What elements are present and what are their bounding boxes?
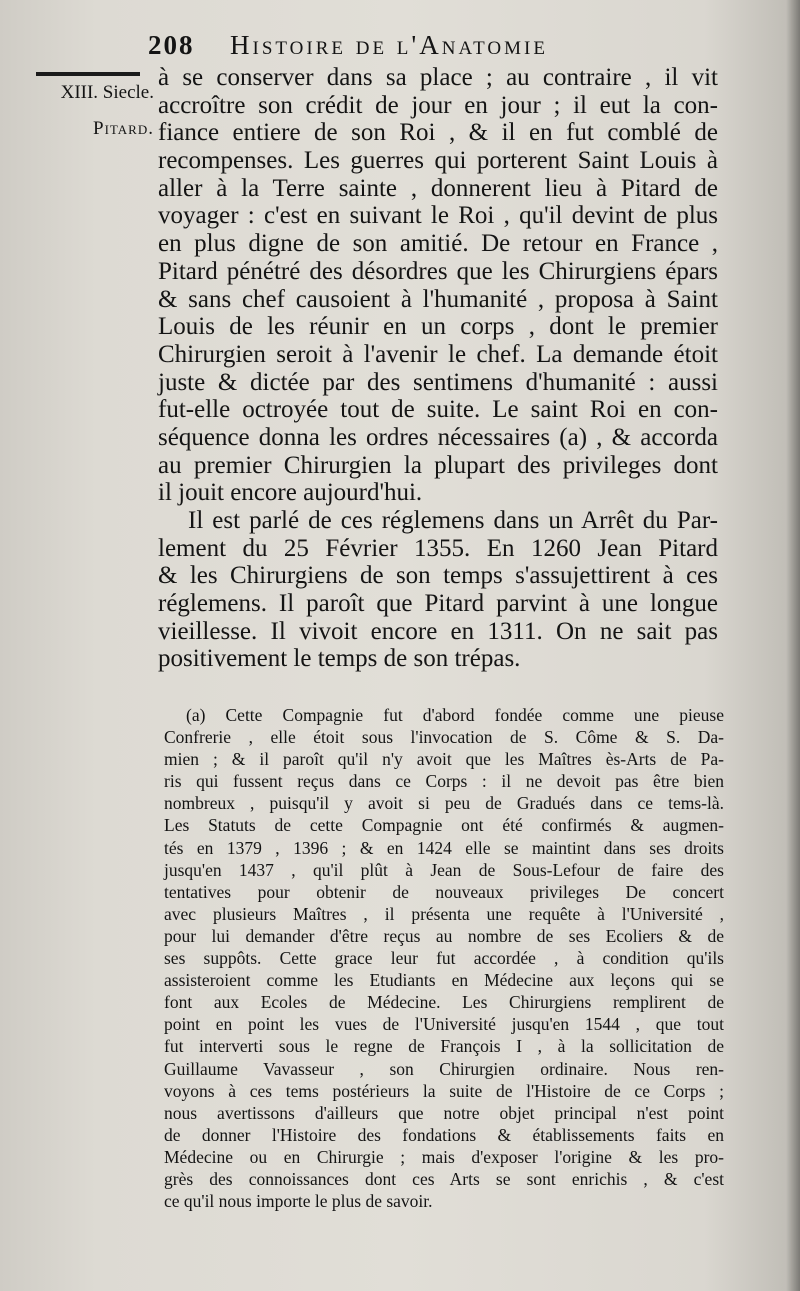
footnote-line: (a) Cette Compagnie fut d'abord fondée comme une pieuse: [186, 705, 724, 725]
text-line: & sans chef causoient à l'humanité , proposa à Saint: [158, 285, 718, 313]
text-line: Chirurgien seroit à l'avenir le chef. La demande étoit: [158, 340, 718, 368]
footnote-line: fut interverti sous le regne de François I , à la sollicitation de: [164, 1036, 724, 1057]
text-line: en plus digne de son amitié. De retour en France ,: [158, 230, 718, 258]
footnote-line: tés en 1379 , 1396 ; & en 1424 elle se maintint dans ses droits: [164, 837, 724, 858]
page-header: [148, 30, 648, 64]
text-line: fut-elle octroyée tout de suite. Le saint Roi en con-: [158, 396, 718, 424]
running-title: Histoire de l'Anatomie: [230, 30, 548, 60]
binding-shadow: [786, 0, 800, 1291]
margin-rule: [36, 72, 140, 76]
text-line: vieillesse. Il vivoit encore en 1311. On ne sait pas: [158, 617, 718, 645]
main-text: [158, 64, 718, 673]
footnote-line: tentatives pour obtenir de nouveaux privileges De concert: [164, 881, 724, 902]
text-line: Pitard pénétré des désordres que les Chirurgiens épars: [158, 257, 718, 285]
footnote-line: voyons à ces tems postérieurs la suite de l'Histoire de ce Corps ;: [164, 1080, 724, 1101]
footnote-line: nombreux , puisqu'il y avoit si peu de Gradués dans ce tems-là.: [164, 793, 724, 814]
footnote-line: avec plusieurs Maîtres , il présenta une requête à l'Université ,: [164, 903, 724, 924]
footnote-line: ses suppôts. Cette grace leur fut accordée , à condition qu'ils: [164, 948, 724, 969]
text-line: accroître son crédit de jour en jour ; il eut la con-: [158, 91, 718, 119]
footnote-line: Les Statuts de cette Compagnie ont été confirmés & augmen-: [164, 815, 724, 836]
footnote-line: assisteroient comme les Etudiants en Médecine aux leçons qui se: [164, 970, 724, 991]
text-line: juste & dictée par des sentimens d'humanité : aussi: [158, 368, 718, 396]
text-line: positivement le temps de son trépas.: [158, 645, 521, 673]
footnote-line: grès des connoissances dont ces Arts se sont enrichis , & c'est: [164, 1168, 724, 1189]
margin-note-name: Pitard.: [93, 118, 154, 139]
footnote-line: Médecine ou en Chirurgie ; mais d'exposer l'origine & les pro-: [164, 1146, 724, 1167]
text-line: aller à la Terre sainte , donnerent lieu à Pitard de: [158, 174, 718, 202]
footnote-line: Guillaume Vavasseur , son Chirurgien ordinaire. Nous ren-: [164, 1058, 724, 1079]
text-line: Louis de les réunir en un corps , dont le premier: [158, 313, 718, 341]
text-line: recompenses. Les guerres qui porterent Saint Louis à: [158, 147, 718, 175]
footnote-line: point en point les vues de l'Université jusqu'en 1544 , que tout: [164, 1014, 724, 1035]
footnote-line: jusqu'en 1437 , qu'il plût à Jean de Sous-Lefour de faire des: [164, 859, 724, 880]
footnote-line: ce qu'il nous importe le plus de savoir.: [164, 1191, 433, 1212]
footnote-line: font aux Ecoles de Médecine. Les Chirurgiens remplirent de: [164, 992, 724, 1013]
text-line: voyager : c'est en suivant le Roi , qu'il devint de plus: [158, 202, 718, 230]
text-line: Il est parlé de ces réglemens dans un Arrêt du Par-: [188, 507, 718, 534]
footnote-line: pour lui demander d'être reçus au nombre de ses Ecoliers & de: [164, 925, 724, 946]
footnote-line: ris qui fussent reçus dans ce Corps : il ne devoit pas être bien: [164, 771, 724, 792]
text-line: séquence donna les ordres nécessaires (a) , & accorda: [158, 423, 718, 451]
text-line: à se conserver dans sa place ; au contraire , il vit: [158, 64, 718, 91]
text-line: fiance entiere de son Roi , & il en fut comblé de: [158, 119, 718, 147]
text-line: au premier Chirurgien la plupart des privileges dont: [158, 451, 718, 479]
text-line: il jouit encore aujourd'hui.: [158, 479, 423, 507]
text-line: & les Chirurgiens de son temps s'assujettirent à ces: [158, 562, 718, 590]
footnote-line: mien ; & il paroît qu'il n'y avoit que les Maîtres ès-Arts de Pa-: [164, 749, 724, 770]
text-line: réglemens. Il paroît que Pitard parvint à une longue: [158, 590, 718, 618]
footnote-line: nous avertissons d'ailleurs que notre objet principal n'est point: [164, 1102, 724, 1123]
page-number: 208: [148, 30, 195, 60]
footnote-line: Confrerie , elle étoit sous l'invocation de S. Côme & S. Da-: [164, 727, 724, 748]
margin-note-century: XIII. Siecle.: [60, 82, 154, 103]
footnote-line: de donner l'Histoire des fondations & établissements faits en: [164, 1124, 724, 1145]
footnote: [164, 704, 724, 1212]
text-line: lement du 25 Février 1355. En 1260 Jean Pitard: [158, 534, 718, 562]
